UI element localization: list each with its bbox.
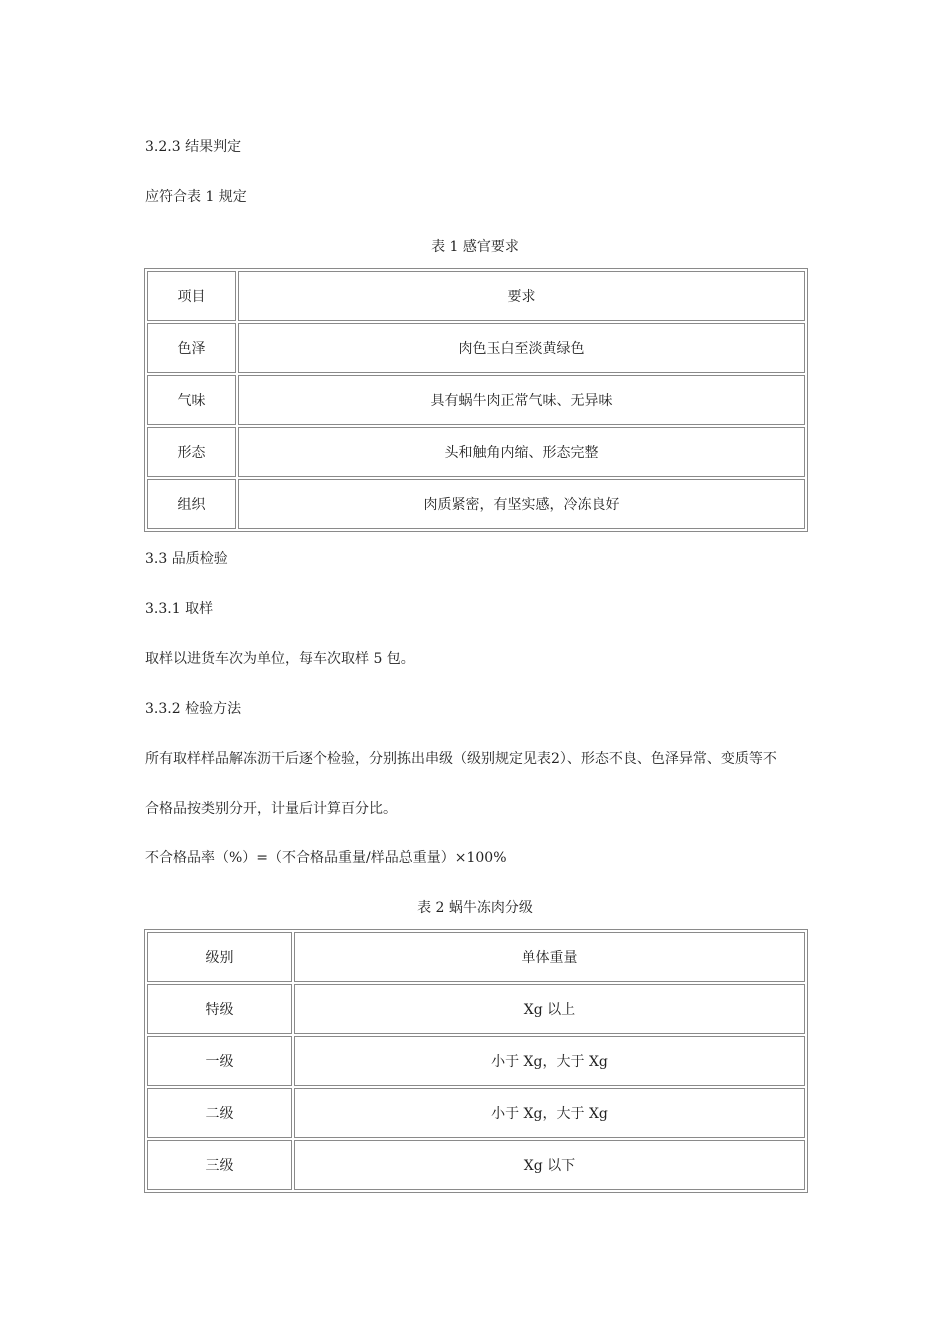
table-row — [147, 427, 805, 477]
section-3-3-2-text-line1: 所有取样样品解冻沥干后逐个检验，分别拣出串级（级别规定见表2）、形态不良、色泽异常、变质等不 — [145, 751, 777, 767]
table-cell-weight: 小于 Xg，大于 Xg — [294, 1088, 805, 1138]
table-header-row — [147, 932, 805, 982]
table-header-cell: 级别 — [147, 932, 292, 982]
table-cell-requirement: 肉色玉白至淡黄绿色 — [238, 323, 805, 373]
table2-caption: 表 2 蜗牛冻肉分级 — [417, 900, 533, 916]
table-row — [147, 1036, 805, 1086]
table-cell-item: 形态 — [147, 427, 236, 477]
table-row — [147, 1088, 805, 1138]
table-cell-weight: Xg 以下 — [294, 1140, 805, 1190]
table1-caption: 表 1 感官要求 — [431, 239, 519, 255]
table-cell-item: 气味 — [147, 375, 236, 425]
table-header-cell: 项目 — [147, 271, 236, 321]
table-cell-item: 组织 — [147, 479, 236, 529]
section-3-3-1-heading: 3.3.1 取样 — [145, 601, 214, 617]
table-row — [147, 323, 805, 373]
table-cell-grade: 一级 — [147, 1036, 292, 1086]
table1-sensory-requirements — [144, 268, 808, 532]
section-3-3-1-text: 取样以进货车次为单位，每车次取样 5 包。 — [145, 651, 415, 667]
table-cell-grade: 二级 — [147, 1088, 292, 1138]
table-cell-requirement: 具有蜗牛肉正常气味、无异味 — [238, 375, 805, 425]
section-3-3-2-heading: 3.3.2 检验方法 — [145, 701, 242, 717]
table-cell-item: 色泽 — [147, 323, 236, 373]
table-header-cell: 要求 — [238, 271, 805, 321]
table-cell-grade: 特级 — [147, 984, 292, 1034]
section-3-3-2-text-line2: 合格品按类别分开，计量后计算百分比。 — [145, 801, 397, 817]
table2-snail-meat-grading — [144, 929, 808, 1193]
table-row — [147, 984, 805, 1034]
section-3-3-heading: 3.3 品质检验 — [145, 551, 228, 567]
table-row — [147, 479, 805, 529]
table-cell-requirement: 头和触角内缩、形态完整 — [238, 427, 805, 477]
table-cell-grade: 三级 — [147, 1140, 292, 1190]
section-3-2-3-heading: 3.2.3 结果判定 — [145, 139, 242, 155]
table-cell-requirement: 肉质紧密，有坚实感，冷冻良好 — [238, 479, 805, 529]
table-row — [147, 375, 805, 425]
table-header-row — [147, 271, 805, 321]
section-3-2-3-text: 应符合表 1 规定 — [145, 189, 247, 205]
table-header-cell: 单体重量 — [294, 932, 805, 982]
formula-text: 不合格品率（%）=（不合格品重量/样品总重量）×100% — [145, 850, 507, 866]
table-row — [147, 1140, 805, 1190]
table-cell-weight: Xg 以上 — [294, 984, 805, 1034]
table-cell-weight: 小于 Xg，大于 Xg — [294, 1036, 805, 1086]
